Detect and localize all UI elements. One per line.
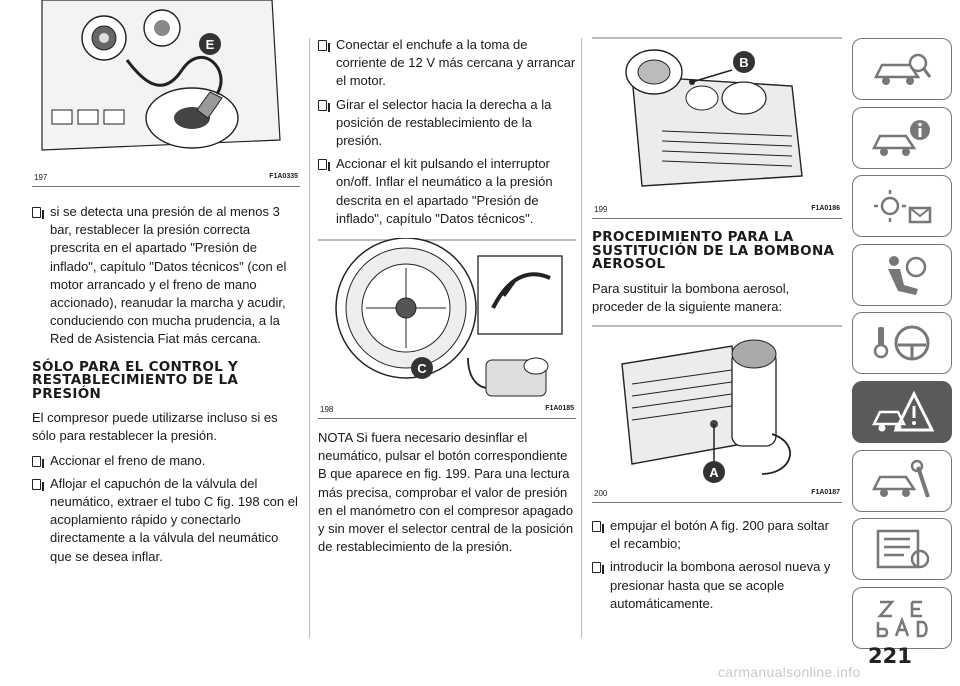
checkbox-bullet-icon bbox=[318, 159, 327, 170]
figure-197-caption bbox=[34, 173, 298, 182]
figure-198-number: 198 bbox=[320, 405, 334, 415]
checkbox-bullet-icon bbox=[592, 562, 601, 573]
section-heading-replacement: PROCEDIMIENTO PARA LA SUSTITUCIÓN DE LA BOMBONA AEROSOL bbox=[592, 229, 835, 272]
column-2 bbox=[318, 0, 576, 556]
figure-200 bbox=[592, 324, 842, 503]
callout-a: A bbox=[709, 464, 719, 480]
list-item: Aflojar el capuchón de la válvula del neumático, extraer el tubo C fig. 198 con el acoplamiento rápido y conectarlo directamente a la válvula del neumático que se desea inflar. bbox=[32, 475, 300, 566]
column-divider bbox=[309, 38, 310, 638]
tab-driving[interactable] bbox=[852, 312, 952, 374]
watermark: carmanualsonline.info bbox=[718, 664, 861, 680]
column-divider bbox=[581, 38, 582, 638]
figure-200-code: F1A0187 bbox=[811, 488, 840, 496]
alphabet-index-icon bbox=[870, 596, 934, 640]
figure-199-illustration bbox=[592, 36, 842, 218]
col2-list bbox=[318, 36, 576, 228]
list-item: empujar el botón A fig. 200 para soltar el recambio; bbox=[592, 517, 842, 553]
figure-199-code: F1A0186 bbox=[811, 205, 840, 212]
list-item: Girar el selector hacia la derecha a la posición de restablecimiento de la presión. bbox=[318, 96, 576, 151]
car-info-icon bbox=[870, 116, 934, 160]
callout-c: C bbox=[417, 361, 427, 377]
tab-warning-lights[interactable] bbox=[852, 175, 952, 237]
figure-200-illustration bbox=[592, 324, 842, 502]
tab-safety[interactable] bbox=[852, 244, 952, 306]
column-1 bbox=[32, 0, 300, 571]
callout-e: E bbox=[205, 37, 215, 52]
figure-198-illustration bbox=[318, 238, 576, 418]
figure-197-code: F1A0335 bbox=[269, 173, 298, 180]
tab-car-overview[interactable] bbox=[852, 38, 952, 100]
figure-197-number: 197 bbox=[34, 173, 48, 182]
col1-top-list bbox=[32, 203, 300, 349]
figure-200-caption bbox=[594, 489, 840, 498]
col1-list bbox=[32, 452, 300, 566]
figure-198 bbox=[318, 238, 576, 419]
list-item: Accionar el freno de mano. bbox=[32, 452, 300, 470]
checkbox-bullet-icon bbox=[318, 100, 327, 111]
car-warning-triangle-icon bbox=[870, 390, 934, 434]
checkbox-bullet-icon bbox=[32, 456, 41, 467]
tab-emergency[interactable] bbox=[852, 381, 952, 443]
technical-data-icon bbox=[870, 527, 934, 571]
key-steering-wheel-icon bbox=[870, 321, 934, 365]
callout-b: B bbox=[739, 55, 749, 70]
checkbox-bullet-icon bbox=[32, 479, 41, 490]
figure-200-number: 200 bbox=[594, 488, 608, 498]
list-item: Conectar el enchufe a la toma de corriente de 12 V más cercana y arrancar el motor. bbox=[318, 36, 576, 91]
checkbox-bullet-icon bbox=[592, 521, 601, 532]
airbag-seat-icon bbox=[870, 253, 934, 297]
figure-198-code: F1A0185 bbox=[545, 405, 574, 413]
list-item: Accionar el kit pulsando el interruptor on/off. Inflar el neumático a la presión descrita en el apartado "Presión de inflado", capítulo "Datos técnicos". bbox=[318, 155, 576, 228]
checkbox-bullet-icon bbox=[32, 207, 41, 218]
figure-199-number: 199 bbox=[594, 205, 608, 214]
col3-list bbox=[592, 517, 842, 613]
warning-lights-icon bbox=[870, 184, 934, 228]
tab-maintenance[interactable] bbox=[852, 450, 952, 512]
column-3 bbox=[592, 0, 842, 618]
tab-car-info[interactable] bbox=[852, 107, 952, 169]
note-paragraph: NOTA Si fuera necesario desinflar el neumático, pulsar el botón correspondiente B que aparece en fig. 199. Para una lectura más precisa, comprobar el valor de presión en el manómetro con el compresor apagado y sin mover el selector central de la posición de restablecimiento de la presión. bbox=[318, 430, 574, 555]
chapter-tabs bbox=[852, 38, 956, 655]
col3-intro: Para sustituir la bombona aerosol, proceder de la siguiente manera: bbox=[592, 280, 790, 314]
col1-intro: El compresor puede utilizarse incluso si es sólo para restablecer la presión. bbox=[32, 410, 278, 444]
figure-199-caption bbox=[594, 205, 840, 214]
figure-197 bbox=[32, 0, 300, 187]
page-number: 221 bbox=[868, 644, 912, 668]
section-heading-control: SÓLO PARA EL CONTROL Y RESTABLECIMIENTO DE LA PRESIÓN bbox=[32, 358, 239, 402]
tab-technical-data[interactable] bbox=[852, 518, 952, 580]
checkbox-bullet-icon bbox=[318, 40, 327, 51]
figure-199 bbox=[592, 36, 842, 219]
list-item: si se detecta una presión de al menos 3 bar, restablecer la presión correcta prescrita en el apartado "Presión de inflado", capítulo "Datos técnicos" (con el motor arrancado y el freno de mano accionado), reanudar la marcha y acudir, conduciendo con mucha prudencia, a la Red de Asistencia Fiat más cercana. bbox=[32, 203, 300, 349]
figure-197-illustration bbox=[32, 0, 300, 186]
figure-198-caption bbox=[320, 405, 574, 414]
car-wrench-icon bbox=[870, 459, 934, 503]
car-magnifier-icon bbox=[870, 47, 934, 91]
list-item: introducir la bombona aerosol nueva y presionar hasta que se acople automáticamente. bbox=[592, 558, 842, 613]
tab-index[interactable] bbox=[852, 587, 952, 649]
